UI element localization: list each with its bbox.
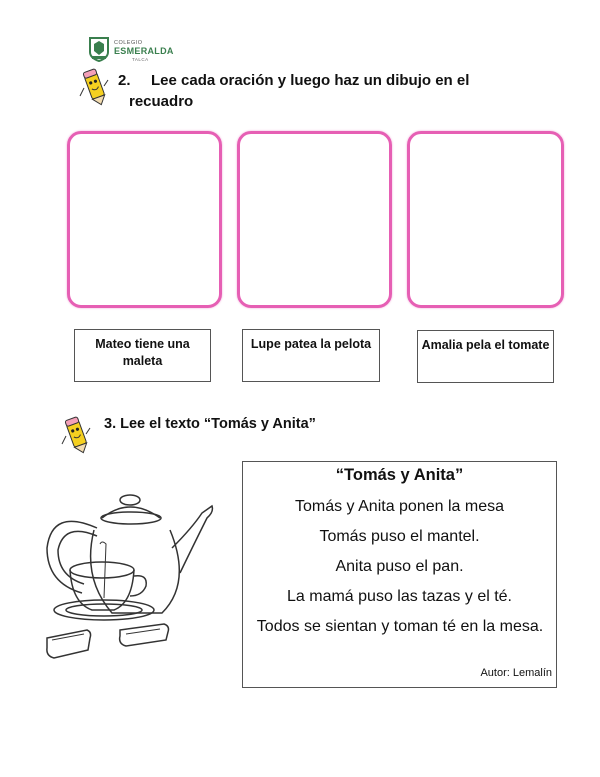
school-crest-icon	[88, 36, 110, 62]
school-logo	[88, 36, 178, 66]
instruction-2	[118, 70, 518, 112]
drawing-box-3[interactable]	[407, 131, 564, 308]
story-box	[242, 461, 557, 688]
drawing-box-1[interactable]	[67, 131, 222, 308]
instruction-2-line1: Lee cada oración y luego haz un dibujo en el	[151, 72, 470, 89]
story-line: Anita puso el pan.	[335, 558, 464, 575]
teapot-illustration	[42, 488, 232, 663]
instruction-2-line2: recuadro	[129, 93, 194, 110]
pencil-mascot-icon	[60, 414, 92, 456]
logo-city-text: TALCA	[132, 57, 149, 62]
instruction-3: 3. Lee el texto “Tomás y Anita”	[104, 416, 316, 432]
pencil-mascot-icon	[78, 66, 110, 108]
story-title: “Tomás y Anita”	[335, 466, 464, 484]
story-line: La mamá puso las tazas y el té.	[287, 588, 512, 605]
logo-main-text: ESMERALDA	[114, 46, 174, 56]
story-author: Autor: Lemalín	[480, 667, 552, 679]
instruction-2-number: 2.	[118, 72, 131, 89]
drawing-box-2[interactable]	[237, 131, 392, 308]
story-line: Tomás puso el mantel.	[319, 528, 480, 545]
story-line: Todos se sientan y toman té en la mesa.	[256, 618, 544, 635]
sentence-box-1: Mateo tiene una maleta	[74, 329, 211, 382]
sentence-box-3: Amalia pela el tomate	[417, 330, 554, 383]
logo-small-text: COLEGIO	[114, 40, 143, 46]
story-line: Tomás y Anita ponen la mesa	[294, 498, 504, 515]
sentence-box-2: Lupe patea la pelota	[242, 329, 380, 382]
